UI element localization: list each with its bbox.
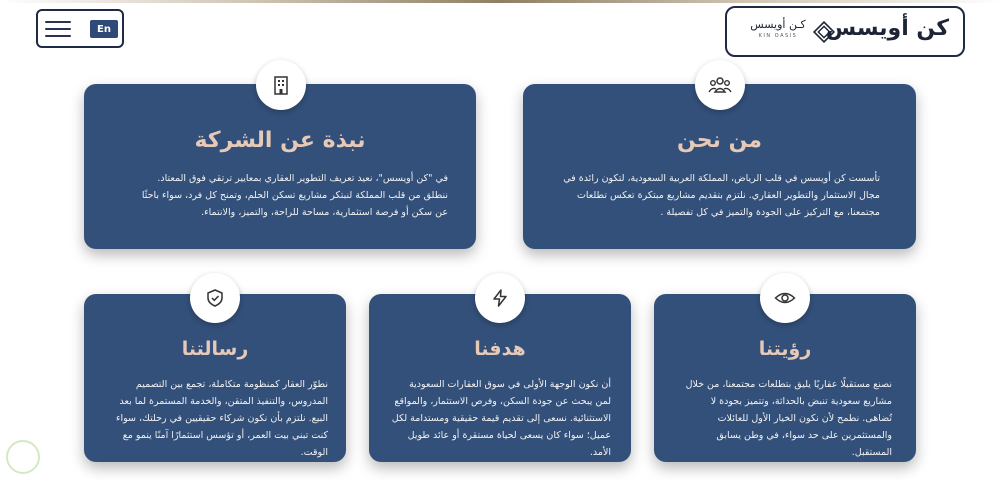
overview-body: في "كن أويسس"، نعيد تعريف التطوير العقاري بمعايير ترتقي فوق المعتاد. ننطلق من قلب المملكة لنبتكر مشاريع تسكن الحلم، وتمنح كل فرد، سواء باحثًا عن سكن أو فرصة استثمارية، مساحة للراحة، والتميز، والانتماء. <box>141 173 448 218</box>
goal-body: أن نكون الوجهة الأولى في سوق العقارات السعودية لمن يبحث عن جودة السكن، وفرص الاستثمار، والمواقع الاستثنائية. نسعى إلى تقديم قيمة حقيقية ومستدامة لكل عميل؛ سواء كان يسعى لحياة مستقرة أو عائد طويل الأمد. <box>391 379 611 458</box>
about-title: من نحن <box>677 128 762 153</box>
watermark-badge-icon <box>6 440 40 474</box>
eye-icon <box>760 273 810 323</box>
about-body: تأسست كن أويسس في قلب الرياض، المملكة العربية السعودية، لتكون رائدة في مجال الاستثمار والتطوير العقاري. نلتزم بتقديم مشاريع مبتكرة تعكس تطلعات مجتمعنا، مع التركيز على الجودة والتميز في كل تفصيلة . <box>563 173 880 218</box>
building-icon <box>256 60 306 110</box>
mission-title: رسالتنا <box>181 338 249 360</box>
diamond-emblem-icon <box>813 21 835 43</box>
shield-check-icon <box>190 273 240 323</box>
vision-body: نصنع مستقبلًا عقاريًا يليق بتطلعات مجتمعنا، من خلال مشاريع سعودية تنبض بالحداثة، وتتميز بجودة لا تُضاهى. نطمح لأن نكون الخيار الأول للعائلات والمستثمرين على حد سواء، في وطن يسابق المستقبل. <box>685 379 892 458</box>
header-controls <box>36 9 124 48</box>
hamburger-menu-icon[interactable] <box>45 21 71 37</box>
logo-wordmark <box>747 18 809 39</box>
people-group-icon <box>695 60 745 110</box>
goal-title: هدفنا <box>474 338 526 360</box>
top-accent-line <box>0 0 1000 3</box>
logo-text-arabic: كـن أويسس <box>750 18 806 31</box>
mission-body: نطوّر العقار كمنظومة متكاملة، تجمع بين التصميم المدروس، والتنفيذ المتقن، والخدمة المستمرة لما بعد البيع. نلتزم بأن نكون شركاء حقيقيين في رحلتك، سواء كنت تبني بيت العمر، أو تؤسس استثمارًا آمنًا ينمو مع الوقت. <box>116 379 328 458</box>
overview-title: نبذة عن الشركة <box>194 128 366 153</box>
language-toggle-button[interactable]: En <box>90 20 118 38</box>
lightning-icon <box>475 273 525 323</box>
logo-text-english: KIN OASIS <box>758 33 798 39</box>
brand-logo-box[interactable] <box>725 6 965 57</box>
brand-name: كن أويسس <box>825 16 949 41</box>
vision-title: رؤيتنا <box>758 338 812 360</box>
